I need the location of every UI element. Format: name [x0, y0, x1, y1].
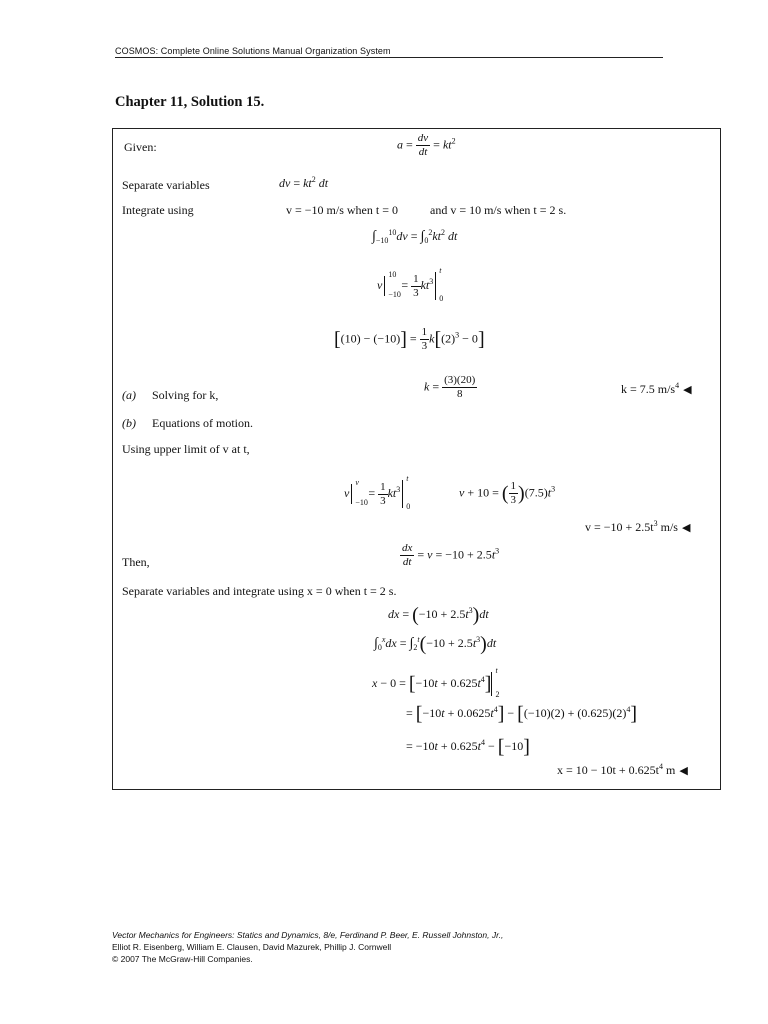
v-answer: $v = -10 + 2.5t^3$ m/s ◀ — [585, 519, 691, 534]
eq-x-2: = $[-10t + 0.0625t^4] - [(-10)(2) + (0.625)(2)^4]$ — [406, 703, 638, 725]
page-header: COSMOS: Complete Online Solutions Manual Organization System — [115, 46, 391, 56]
eq-velocity-integral: v v −10 = $\frac{1}{3}$ $kt^3$ t 0 — [344, 474, 411, 511]
k-answer: k = 7.5 $m/s^4$ ◀ — [621, 381, 692, 396]
part-a-text: Solving for k, — [152, 388, 219, 402]
chapter-title: Chapter 11, Solution 15. — [115, 94, 265, 110]
footer-copyright: © 2007 The McGraw-Hill Companies. — [112, 954, 253, 964]
header-rule — [115, 57, 663, 58]
k-answer-text: k = 7.5 m/s — [621, 382, 676, 396]
eq-x-1: $x - 0 = [-10t + 0.625t^4]$ t 2 — [372, 666, 500, 699]
integrate-label: Integrate using — [122, 203, 194, 217]
footer-line-1: Vector Mechanics for Engineers: Statics and Dynamics, 8/e, Ferdinand P. Beer, E. Russell Johnston, Jr., — [112, 930, 504, 940]
answer-marker-icon: ◀ — [683, 384, 692, 396]
condition-1: v = −10 m/s when t = 0 — [286, 203, 398, 217]
condition-2: and v = 10 m/s when t = 2 s. — [430, 203, 567, 217]
upper-limit-text: Using upper limit of v at t, — [122, 442, 250, 456]
given-label: Given: — [124, 140, 157, 154]
then-label: Then, — [122, 555, 150, 569]
footer-citation-1 — [112, 930, 503, 940]
eq-given: a = $\frac{dv}{dt}$ = $kt^2$ — [397, 132, 456, 158]
answer-marker-icon: ◀ — [679, 765, 688, 777]
eq-dx: dx = $(-10 + 2.5t^3)dt$ — [388, 604, 489, 626]
eq-velocity-sub: v + 10 = ( $\frac{1}{3}$ )$(7.5)t^3$ — [459, 480, 556, 506]
v-answer-text: v = −10 + 2.5t — [585, 520, 654, 534]
eq-separate: dv = $kt^2$ dt — [279, 175, 329, 190]
x-answer-text: x = 10 − 10t + 0.625t — [557, 763, 659, 777]
eq-integral-1: $\int_{-10}^{10}dv = \int_0^2kt^2$ dt — [372, 228, 458, 245]
x-answer: $x = 10 - 10t + 0.625t^4$ m ◀ — [557, 762, 688, 777]
part-b-label: (b) — [122, 416, 136, 430]
separate-integrate-text: Separate variables and integrate using x = 0 when t = 2 s. — [122, 584, 397, 598]
eq-evaluated-2: [(10) − (−10)] = $\frac{1}{3}$ $k[(2)^3 - 0]$ — [334, 326, 485, 352]
part-a-label: (a) — [122, 388, 136, 402]
footer-citation-2: Elliot R. Eisenberg, William E. Clausen, David Mazurek, Phillip J. Cornwell — [112, 942, 392, 952]
eq-k: k = $\frac{(3)(20)}{8}$ — [424, 374, 476, 400]
part-b-tag — [122, 416, 136, 431]
eq-x-3: = $-10t + 0.625t^4 - [-10]$ — [406, 736, 530, 758]
eq-evaluated-1: v 10 −10 = $\frac{1}{3}$ $kt^3$ t 0 — [377, 266, 444, 303]
answer-marker-icon: ◀ — [681, 522, 691, 534]
eq-integral-2: $\int_0^xdx = \int_2^t(-10 + 2.5t^3)dt$ — [374, 633, 497, 655]
eq-dxdt: $\frac{dx}{dt}$ = $v = -10 + 2.5t^3$ — [402, 542, 500, 568]
separate-label: Separate variables — [122, 178, 210, 192]
part-a-tag — [122, 388, 136, 403]
part-b-text: Equations of motion. — [152, 416, 253, 430]
